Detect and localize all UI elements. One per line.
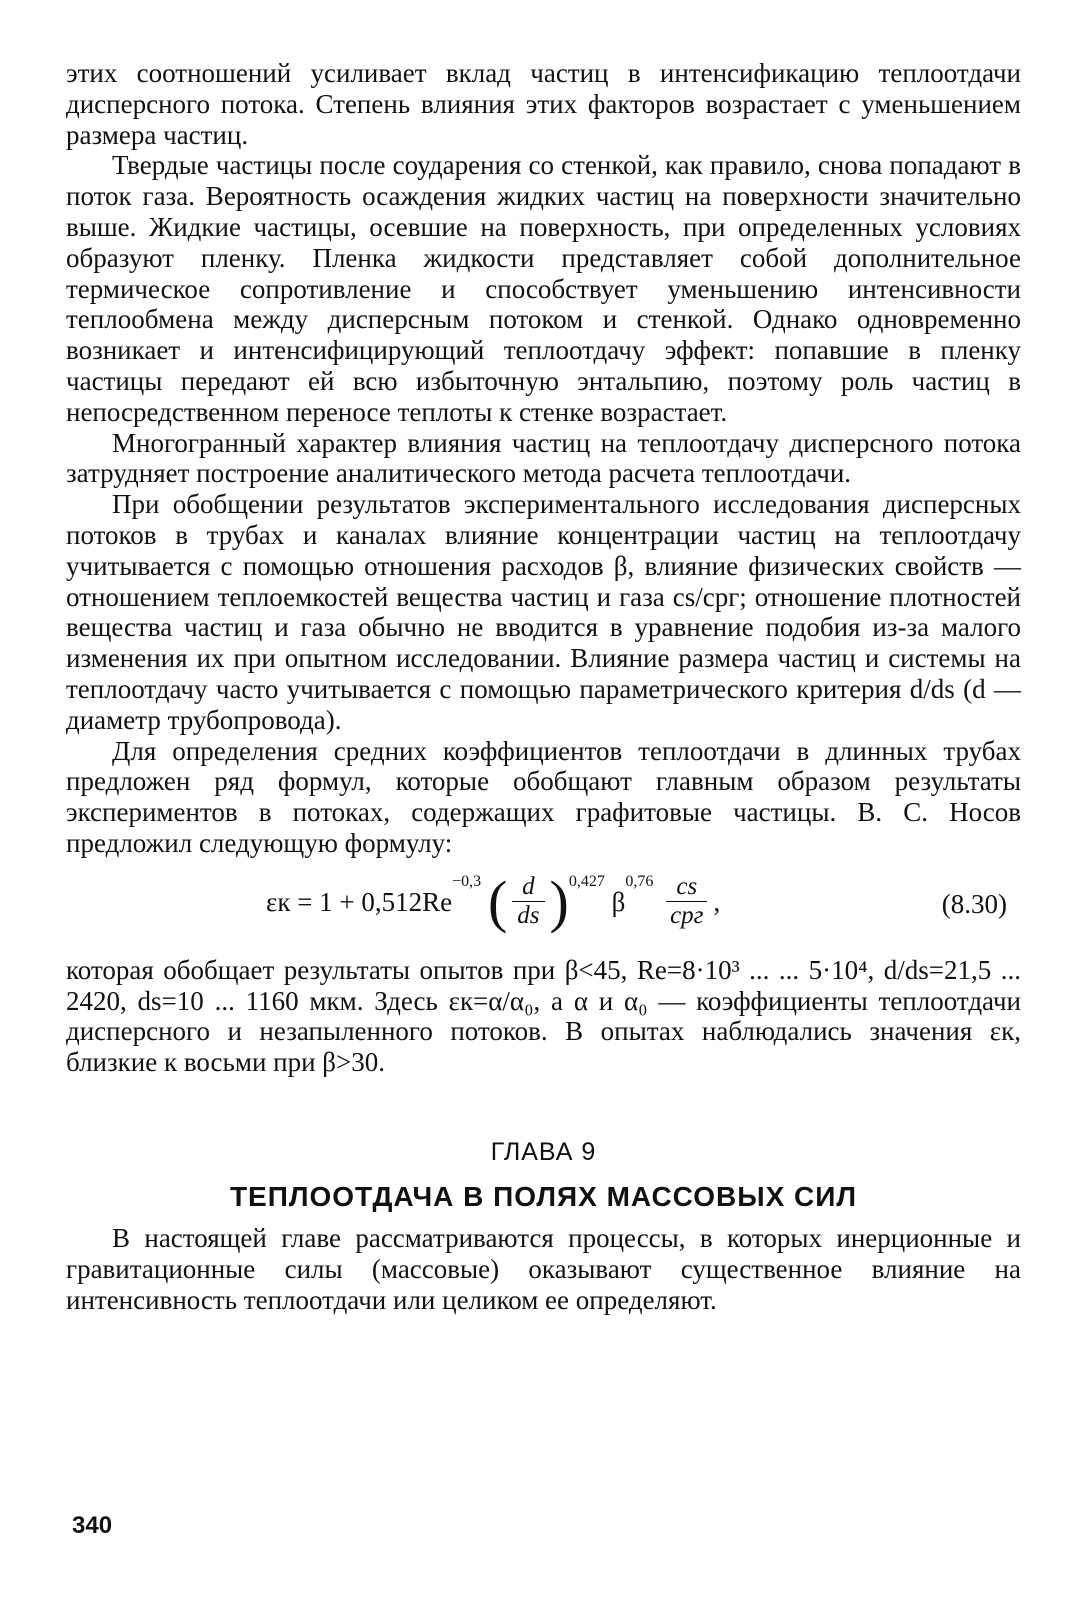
formula-right-paren: ): [549, 868, 569, 934]
formula-beta: β: [611, 886, 626, 917]
formula-comma: ,: [713, 886, 721, 917]
formula-fraction-d: [507, 873, 549, 930]
paragraph-4: При обобщении результатов экспериментального исследования дисперсных потоков в трубах и каналах влияние концентрации частиц на теплоотдачу учитывается с помощью отношения расходов β, влияние физических свойств — отношением теплоемкостей вещества частиц и газа cs/cpг; отношение плотностей вещества частиц и газа обычно не вводится в уравнение подобия из-за малого изменения их при опытном исследовании. Влияние размера частиц и системы на теплоотдачу часто учитывается с помощью параметрического критерия d/ds (d — диаметр трубопровода).: [66, 489, 1021, 735]
formula-left-paren: (: [487, 868, 508, 934]
chapter-title: ТЕПЛООТДАЧА В ПОЛЯХ МАССОВЫХ СИЛ: [229, 1180, 858, 1212]
page-body: [66, 58, 1021, 1315]
formula-fraction-c: [660, 873, 713, 930]
fraction-c-denominator: cpг: [670, 902, 704, 930]
formula-8-30: [66, 867, 1021, 955]
paragraph-2: Твердые частицы после соударения со стенкой, как правило, снова попадают в поток газа. Вероятность осаждения жидких частиц на поверхности значительно выше. Жидкие частицы, осевшие на поверхность, при определенных условиях образуют пленку. Пленка жидкости представляет собой дополнительное термическое сопротивление и способствует уменьшению интенсивности теплообмена между дисперсным потоком и стенкой. Однако одновременно возникает и интенсифицирующий теплоотдачу эффект: попавшие в пленку частицы передают ей всю избыточную энтальпию, поэтому роль частиц в непосредственном переносе теплоты к стенке возрастает.: [66, 150, 1021, 427]
paragraph-1: этих соотношений усиливает вклад частиц в интенсификацию теплоотдачи дисперсного потока. Степень влияния этих факторов возрастает с уменьшением размера частиц.: [66, 58, 1021, 150]
chapter-label: ГЛАВА 9: [490, 1137, 597, 1166]
equation-number: (8.30): [941, 888, 1007, 919]
formula-re-exponent: −0,3: [452, 872, 482, 890]
paragraph-7: В настоящей главе рассматриваются процессы, в которых инерционные и гравитационные силы (массовые) оказывают существенное влияние на интенсивность теплоотдачи или целиком ее определяют.: [66, 1222, 1021, 1315]
formula-expression: [266, 868, 721, 934]
fraction-d-denominator: ds: [517, 902, 540, 930]
formula-paren-exponent: 0,427: [568, 872, 605, 890]
formula-beta-exponent: 0,76: [625, 872, 654, 890]
paragraph-5: Для определения средних коэффициентов теплоотдачи в длинных трубах предложен ряд формул, которые обобщают главным образом результаты экспериментов в потоках, содержащих графитовые частицы. В. С. Носов предложил следующую формулу:: [66, 735, 1021, 858]
fraction-c-numerator: cs: [666, 873, 707, 902]
paragraph-3: Многогранный характер влияния частиц на теплоотдачу дисперсного потока затрудняет построение аналитического метода расчета теплоотдачи.: [66, 427, 1021, 489]
formula-lhs: εк = 1 + 0,512Re: [266, 886, 453, 917]
page-number: 340: [72, 1512, 113, 1539]
paragraph-6: которая обобщает результаты опытов при β<45, Re=8·10³ ... ... 5·10⁴, d/ds=21,5 ... 2420, ds=10 ... 1160 мкм. Здесь εк=α/α₀, а α и α₀ — коэффициенты теплоотдачи дисперсного и незапыленного потоков. В опытах наблюдались значения εк, близкие к восьми при β>30.: [66, 954, 1021, 1078]
fraction-d-numerator: d: [512, 873, 545, 902]
